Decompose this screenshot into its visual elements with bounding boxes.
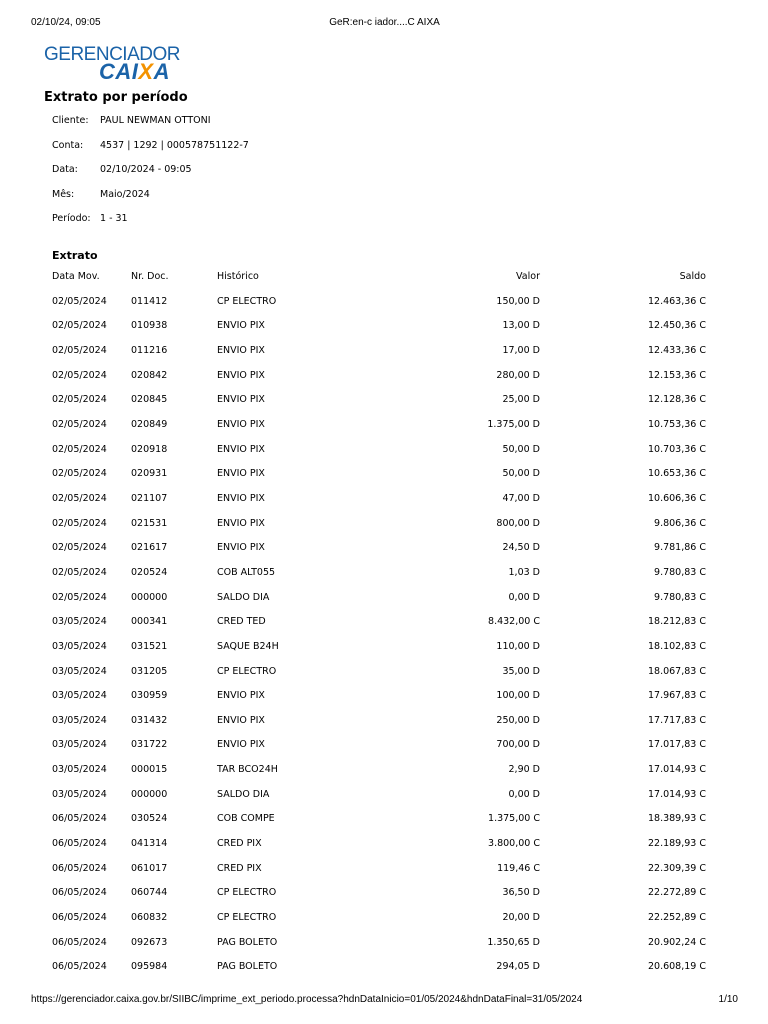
table-row: [52, 296, 706, 321]
cell-saldo: 12.433,36 C: [647, 344, 706, 356]
cell-hist: TAR BCO24H: [217, 764, 278, 776]
table-row: [52, 690, 706, 715]
cell-date: 03/05/2024: [52, 739, 107, 751]
cell-val: 250,00 D: [496, 714, 540, 726]
table-row: [52, 764, 706, 789]
table-row: [52, 345, 706, 370]
cell-doc: 000000: [131, 788, 168, 800]
logo-top-text: GERENCIADOR: [44, 44, 180, 65]
page-title: Extrato por período: [44, 90, 188, 105]
cell-hist: PAG BOLETO: [217, 961, 278, 973]
info-label: Cliente:: [52, 115, 89, 126]
cell-doc: 041314: [131, 838, 168, 850]
cell-hist: ENVIO PIX: [217, 492, 265, 504]
cell-val: 50,00 D: [502, 443, 540, 455]
header-date: Data Mov.: [52, 271, 100, 282]
cell-saldo: 17.967,83 C: [647, 690, 706, 702]
table-row: [52, 961, 706, 986]
cell-val: 3.800,00 C: [488, 838, 540, 850]
table-row: [52, 863, 706, 888]
cell-saldo: 22.252,89 C: [647, 912, 706, 924]
cell-val: 294,05 D: [496, 961, 540, 973]
cell-val: 150,00 D: [496, 295, 540, 307]
table-row: [52, 419, 706, 444]
cell-doc: 031205: [131, 665, 168, 677]
table-row: [52, 641, 706, 666]
info-label: Mês:: [52, 188, 75, 200]
table-row: [52, 394, 706, 419]
cell-hist: CP ELECTRO: [217, 912, 277, 924]
cell-val: 8.432,00 C: [488, 616, 540, 628]
cell-hist: ENVIO PIX: [217, 690, 265, 702]
cell-val: 0,00 D: [508, 591, 540, 603]
table-row: [52, 789, 706, 814]
cell-date: 06/05/2024: [52, 813, 107, 825]
cell-date: 02/05/2024: [52, 542, 107, 554]
print-datetime: 02/10/24, 09:05: [31, 17, 101, 28]
cell-doc: 031432: [131, 714, 168, 726]
header-saldo: Saldo: [679, 271, 706, 282]
cell-val: 100,00 D: [496, 690, 540, 702]
cell-val: 50,00 D: [502, 468, 540, 480]
cell-val: 1,03 D: [508, 566, 540, 578]
cell-doc: 020849: [131, 418, 168, 430]
cell-saldo: 10.703,36 C: [647, 443, 706, 455]
cell-hist: ENVIO PIX: [217, 542, 265, 554]
cell-hist: ENVIO PIX: [217, 344, 265, 356]
cell-val: 280,00 D: [496, 369, 540, 381]
table-row: [52, 518, 706, 543]
cell-val: 800,00 D: [496, 517, 540, 529]
table-row: [52, 592, 706, 617]
cell-date: 02/05/2024: [52, 517, 107, 529]
cell-doc: 000015: [131, 764, 168, 776]
cell-doc: 020918: [131, 443, 168, 455]
cell-hist: SALDO DIA: [217, 788, 270, 800]
logo-x-letter: X: [138, 59, 154, 84]
cell-doc: 020842: [131, 369, 168, 381]
cell-hist: ENVIO PIX: [217, 468, 265, 480]
cell-date: 06/05/2024: [52, 862, 107, 874]
cell-hist: ENVIO PIX: [217, 714, 265, 726]
print-url: https://gerenciador.caixa.gov.br/SIIBC/imprime_ext_periodo.processa?hdnDataInicio=01/05/2024&hdnDataFinal=31/05/2024: [31, 994, 583, 1005]
cell-doc: 020931: [131, 468, 168, 480]
cell-hist: COB ALT055: [217, 566, 276, 578]
cell-doc: 020845: [131, 394, 168, 406]
cell-date: 03/05/2024: [52, 714, 107, 726]
table-row: [52, 937, 706, 962]
cell-val: 17,00 D: [502, 344, 540, 356]
cell-hist: SAQUE B24H: [217, 640, 279, 652]
cell-doc: 030524: [131, 813, 168, 825]
cell-date: 03/05/2024: [52, 616, 107, 628]
cell-hist: CRED PIX: [217, 838, 262, 850]
cell-doc: 020524: [131, 566, 168, 578]
cell-val: 1.375,00 C: [488, 813, 540, 825]
table-body: [52, 296, 706, 986]
cell-date: 02/05/2024: [52, 443, 107, 455]
info-value: Maio/2024: [100, 188, 150, 200]
cell-saldo: 12.153,36 C: [647, 369, 706, 381]
cell-saldo: 20.608,19 C: [647, 961, 706, 973]
info-value: 02/10/2024 - 09:05: [100, 164, 192, 176]
cell-hist: CRED PIX: [217, 862, 262, 874]
cell-saldo: 10.653,36 C: [647, 468, 706, 480]
header-doc: Nr. Doc.: [131, 271, 169, 282]
print-page-number: 1/10: [718, 994, 738, 1005]
cell-val: 25,00 D: [502, 394, 540, 406]
header-hist: Histórico: [217, 271, 259, 282]
cell-hist: ENVIO PIX: [217, 394, 265, 406]
cell-doc: 030959: [131, 690, 168, 702]
cell-hist: SALDO DIA: [217, 591, 270, 603]
cell-saldo: 12.450,36 C: [647, 320, 706, 332]
cell-date: 03/05/2024: [52, 690, 107, 702]
cell-doc: 011216: [131, 344, 168, 356]
cell-date: 06/05/2024: [52, 961, 107, 973]
cell-saldo: 22.309,39 C: [647, 862, 706, 874]
cell-saldo: 17.717,83 C: [647, 714, 706, 726]
cell-saldo: 9.781,86 C: [654, 542, 706, 554]
cell-saldo: 12.128,36 C: [647, 394, 706, 406]
cell-val: 24,50 D: [502, 542, 540, 554]
cell-saldo: 22.272,89 C: [647, 887, 706, 899]
cell-val: 0,00 D: [508, 788, 540, 800]
table-row: [52, 542, 706, 567]
info-value: 1 - 31: [100, 213, 128, 225]
cell-doc: 021107: [131, 492, 168, 504]
cell-doc: 061017: [131, 862, 168, 874]
logo-bottom-pre: CAI: [99, 59, 139, 84]
cell-hist: ENVIO PIX: [217, 517, 265, 529]
cell-saldo: 10.753,36 C: [647, 418, 706, 430]
cell-val: 2,90 D: [508, 764, 540, 776]
cell-saldo: 18.212,83 C: [647, 616, 706, 628]
cell-doc: 010938: [131, 320, 168, 332]
info-value: 4537 | 1292 | 000578751122-7: [100, 139, 249, 151]
cell-doc: 000000: [131, 591, 168, 603]
cell-saldo: 18.067,83 C: [647, 665, 706, 677]
cell-doc: 031722: [131, 739, 168, 751]
cell-saldo: 22.189,93 C: [647, 838, 706, 850]
logo-bottom-text: [99, 59, 170, 85]
table-row: [52, 468, 706, 493]
cell-date: 06/05/2024: [52, 912, 107, 924]
cell-val: 119,46 C: [497, 862, 540, 874]
cell-doc: 000341: [131, 616, 168, 628]
cell-date: 02/05/2024: [52, 468, 107, 480]
logo-bottom-post: A: [153, 59, 170, 84]
cell-doc: 031521: [131, 640, 168, 652]
cell-date: 02/05/2024: [52, 394, 107, 406]
info-label: Data:: [52, 164, 78, 176]
cell-val: 36,50 D: [502, 887, 540, 899]
cell-saldo: 17.014,93 C: [647, 788, 706, 800]
table-row: [52, 813, 706, 838]
info-label: Período:: [52, 213, 91, 225]
gerenciador-caixa-logo: [44, 44, 194, 84]
cell-doc: 092673: [131, 936, 168, 948]
cell-hist: CP ELECTRO: [217, 887, 277, 899]
table-row: [52, 444, 706, 469]
cell-hist: CP ELECTRO: [217, 665, 277, 677]
table-row: [52, 666, 706, 691]
table-row: [52, 320, 706, 345]
header-val: Valor: [516, 271, 540, 282]
table-row: [52, 616, 706, 641]
cell-doc: 095984: [131, 961, 168, 973]
cell-hist: ENVIO PIX: [217, 418, 265, 430]
cell-doc: 060744: [131, 887, 168, 899]
table-row: [52, 739, 706, 764]
cell-hist: PAG BOLETO: [217, 936, 278, 948]
cell-date: 02/05/2024: [52, 295, 107, 307]
cell-saldo: 9.780,83 C: [654, 591, 706, 603]
table-row: [52, 715, 706, 740]
cell-date: 02/05/2024: [52, 566, 107, 578]
cell-saldo: 9.780,83 C: [654, 566, 706, 578]
cell-date: 03/05/2024: [52, 788, 107, 800]
cell-saldo: 20.902,24 C: [647, 936, 706, 948]
cell-date: 02/05/2024: [52, 418, 107, 430]
cell-date: 03/05/2024: [52, 640, 107, 652]
cell-date: 06/05/2024: [52, 887, 107, 899]
cell-hist: ENVIO PIX: [217, 739, 265, 751]
cell-val: 47,00 D: [502, 492, 540, 504]
cell-date: 03/05/2024: [52, 764, 107, 776]
cell-date: 03/05/2024: [52, 665, 107, 677]
cell-saldo: 18.102,83 C: [647, 640, 706, 652]
cell-hist: CRED TED: [217, 616, 266, 628]
table-row: [52, 912, 706, 937]
cell-doc: 021617: [131, 542, 168, 554]
section-title-extrato: Extrato: [52, 249, 98, 262]
cell-val: 1.375,00 D: [487, 418, 540, 430]
cell-doc: 060832: [131, 912, 168, 924]
info-label: Conta:: [52, 139, 84, 151]
cell-val: 13,00 D: [502, 320, 540, 332]
cell-date: 02/05/2024: [52, 320, 107, 332]
print-doc-title: GeR:en-c iador....C AIXA: [329, 17, 440, 28]
cell-hist: ENVIO PIX: [217, 369, 265, 381]
cell-hist: CP ELECTRO: [217, 295, 277, 307]
cell-val: 700,00 D: [496, 739, 540, 751]
cell-val: 35,00 D: [502, 665, 540, 677]
table-row: [52, 493, 706, 518]
cell-val: 20,00 D: [502, 912, 540, 924]
cell-date: 02/05/2024: [52, 369, 107, 381]
cell-hist: COB COMPE: [217, 813, 275, 825]
cell-date: 06/05/2024: [52, 838, 107, 850]
cell-saldo: 12.463,36 C: [647, 295, 706, 307]
cell-saldo: 17.014,93 C: [647, 764, 706, 776]
cell-val: 1.350,65 D: [487, 936, 540, 948]
print-header: [31, 17, 738, 31]
cell-date: 02/05/2024: [52, 591, 107, 603]
statement-table: [52, 271, 706, 986]
print-footer: [31, 994, 738, 1008]
table-row: [52, 567, 706, 592]
table-row: [52, 887, 706, 912]
cell-date: 02/05/2024: [52, 344, 107, 356]
cell-doc: 011412: [131, 295, 168, 307]
cell-saldo: 17.017,83 C: [647, 739, 706, 751]
cell-saldo: 9.806,36 C: [654, 517, 706, 529]
info-value: PAUL NEWMAN OTTONI: [100, 115, 211, 126]
cell-val: 110,00 D: [496, 640, 540, 652]
table-row: [52, 838, 706, 863]
cell-hist: ENVIO PIX: [217, 443, 265, 455]
cell-hist: ENVIO PIX: [217, 320, 265, 332]
cell-date: 02/05/2024: [52, 492, 107, 504]
cell-saldo: 18.389,93 C: [647, 813, 706, 825]
cell-date: 06/05/2024: [52, 936, 107, 948]
cell-saldo: 10.606,36 C: [647, 492, 706, 504]
table-header-row: [52, 271, 706, 296]
cell-doc: 021531: [131, 517, 168, 529]
table-row: [52, 370, 706, 395]
